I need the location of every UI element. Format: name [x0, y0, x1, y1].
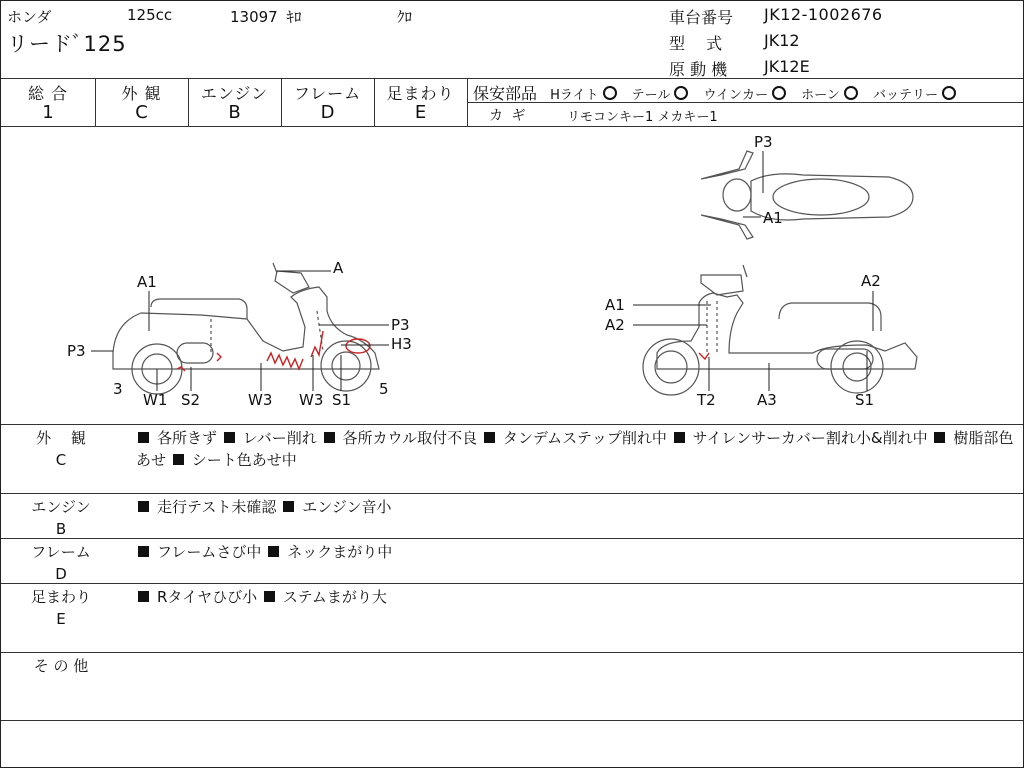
engine-label: 原 動 機	[669, 60, 728, 79]
divider	[1, 583, 1023, 584]
remark-title: エンジン	[31, 498, 91, 516]
tag-label: P3	[67, 342, 86, 360]
remark-text: 各所きず	[157, 429, 218, 447]
divider	[1, 652, 1023, 653]
tag-label: H3	[391, 335, 412, 353]
remark-title: フレーム	[31, 543, 91, 561]
bullet-square-icon	[324, 432, 335, 443]
scooter-top-view	[701, 151, 913, 239]
safety-part-battery	[873, 84, 956, 103]
remark-text: Rタイヤひび小	[157, 588, 258, 606]
safety-part-horn	[801, 84, 858, 103]
remark-label-other	[23, 655, 99, 677]
part-name: Hライト	[550, 88, 599, 103]
remark-item	[136, 429, 217, 447]
tag-label: T2	[697, 391, 716, 409]
bullet-square-icon	[674, 432, 685, 443]
type-label: 型 式	[669, 34, 723, 53]
model-name: リードﾞ125	[7, 32, 127, 56]
keys-label: カ ギ	[489, 108, 528, 124]
remark-label-suspension	[23, 586, 99, 630]
remark-text: エンジン音小	[302, 498, 392, 516]
grade-value-overall: 1	[42, 102, 54, 123]
ok-mark-icon	[844, 86, 858, 100]
color: ｸﾛ	[397, 8, 413, 26]
tag-label: S2	[181, 391, 201, 409]
bullet-square-icon	[173, 454, 184, 465]
remark-item	[136, 588, 257, 606]
frame-no-label: 車台番号	[669, 8, 734, 27]
divider	[1, 424, 1023, 425]
tag-label: A2	[605, 316, 625, 334]
remark-text: 走行テスト未確認	[157, 498, 277, 516]
tag-label: W3	[248, 391, 273, 409]
remark-body-frame	[136, 541, 1016, 563]
tag-label: A3	[757, 391, 777, 409]
tag-label: S1	[855, 391, 875, 409]
grade-label-frame: フレーム	[293, 84, 362, 103]
mileage-value: 13097	[230, 8, 278, 26]
ok-mark-icon	[772, 86, 786, 100]
part-name: ホーン	[801, 88, 840, 103]
remark-label-exterior	[23, 427, 99, 471]
tag-label: P3	[391, 316, 410, 334]
maker: ホンダ	[7, 8, 52, 26]
part-name: テール	[631, 88, 671, 103]
grade-label-engine: エンジン	[200, 84, 269, 103]
divider	[1, 538, 1023, 539]
diagram-tags-top	[754, 133, 783, 227]
grade-label-suspension: 足まわり	[386, 84, 455, 103]
remark-title: 外 観	[36, 429, 86, 447]
damage-marks	[699, 353, 709, 359]
bullet-square-icon	[268, 546, 279, 557]
ok-mark-icon	[603, 86, 617, 100]
remark-body-exterior	[136, 427, 1016, 471]
bullet-square-icon	[484, 432, 495, 443]
remark-item	[322, 429, 478, 447]
grade-value-engine: B	[228, 102, 241, 123]
remark-item	[482, 429, 667, 447]
bullet-square-icon	[138, 501, 149, 512]
divider	[1, 720, 1023, 721]
remark-item	[281, 498, 391, 516]
remark-grade: C	[55, 451, 67, 469]
ok-mark-icon	[942, 86, 956, 100]
damage-diagram	[1, 127, 1023, 424]
remark-text: 樹脂部色あせ	[136, 429, 1014, 469]
bullet-square-icon	[138, 432, 149, 443]
tag-label: A2	[861, 272, 881, 290]
bullet-square-icon	[283, 501, 294, 512]
remark-text: 各所カウル取付不良	[342, 429, 478, 447]
bullet-square-icon	[934, 432, 945, 443]
remark-grade: B	[55, 520, 67, 538]
remark-body-engine	[136, 496, 1016, 518]
safety-label: 保安部品	[473, 84, 538, 103]
remark-item	[266, 543, 392, 561]
tag-label: A	[333, 259, 344, 277]
grade-value-exterior: C	[135, 102, 148, 123]
remark-text: サイレンサーカバー割れ小&削れ中	[692, 429, 928, 447]
tag-label: A1	[137, 273, 157, 291]
remark-body-suspension	[136, 586, 1016, 608]
remark-item	[262, 588, 387, 606]
remark-item	[136, 543, 261, 561]
grade-value-suspension: E	[414, 102, 427, 123]
divider	[1, 493, 1023, 494]
mileage	[230, 6, 302, 27]
frame-no-value: JK12-1002676	[764, 5, 883, 24]
part-name: バッテリー	[873, 88, 939, 103]
remark-text: ステムまがり大	[282, 588, 387, 606]
displacement: 125cc	[127, 6, 173, 24]
remark-text: レバー削れ	[242, 429, 317, 447]
mileage-unit: ｷﾛ	[286, 8, 302, 26]
safety-part-taillight	[632, 84, 689, 103]
tag-label: 5	[379, 380, 389, 398]
safety-part-winker	[703, 84, 786, 103]
tag-label: W3	[299, 391, 324, 409]
remark-label-frame	[23, 541, 99, 585]
bullet-square-icon	[264, 591, 275, 602]
remark-text: フレームさび中	[157, 543, 262, 561]
grade-value-frame: D	[320, 102, 335, 123]
tag-label: W1	[143, 391, 168, 409]
tag-label: S1	[332, 391, 352, 409]
tag-label: 3	[113, 380, 123, 398]
remark-label-engine	[23, 496, 99, 540]
remark-text: ネックまがり中	[287, 543, 393, 561]
diagram-tags-right	[605, 272, 881, 409]
bullet-square-icon	[138, 546, 149, 557]
divider	[1, 78, 1023, 79]
safety-part-headlight	[550, 84, 616, 103]
tag-label: P3	[754, 133, 773, 151]
tag-label: A1	[605, 296, 625, 314]
remark-item	[672, 429, 928, 447]
tag-label: A1	[763, 209, 783, 227]
remark-title: 足まわり	[30, 588, 91, 606]
keys-value: リモコンキー1 メカキー1	[567, 110, 718, 125]
ok-mark-icon	[674, 86, 688, 100]
remark-title: そ の 他	[33, 657, 89, 675]
remark-item	[136, 498, 276, 516]
remark-text: タンデムステップ削れ中	[502, 429, 667, 447]
remark-grade: E	[56, 610, 66, 628]
remark-item	[222, 429, 317, 447]
grade-label-exterior: 外 観	[121, 84, 162, 103]
engine-value: JK12E	[764, 57, 810, 76]
grade-label-overall: 総 合	[27, 84, 69, 103]
part-name: ウインカー	[703, 88, 769, 103]
bullet-square-icon	[138, 591, 149, 602]
type-value: JK12	[764, 31, 800, 50]
leader-lines	[91, 151, 873, 391]
remark-grade: D	[55, 565, 67, 583]
remark-item	[171, 451, 297, 469]
safety-parts	[473, 81, 966, 104]
bullet-square-icon	[224, 432, 235, 443]
remark-text: シート色あせ中	[191, 451, 297, 469]
